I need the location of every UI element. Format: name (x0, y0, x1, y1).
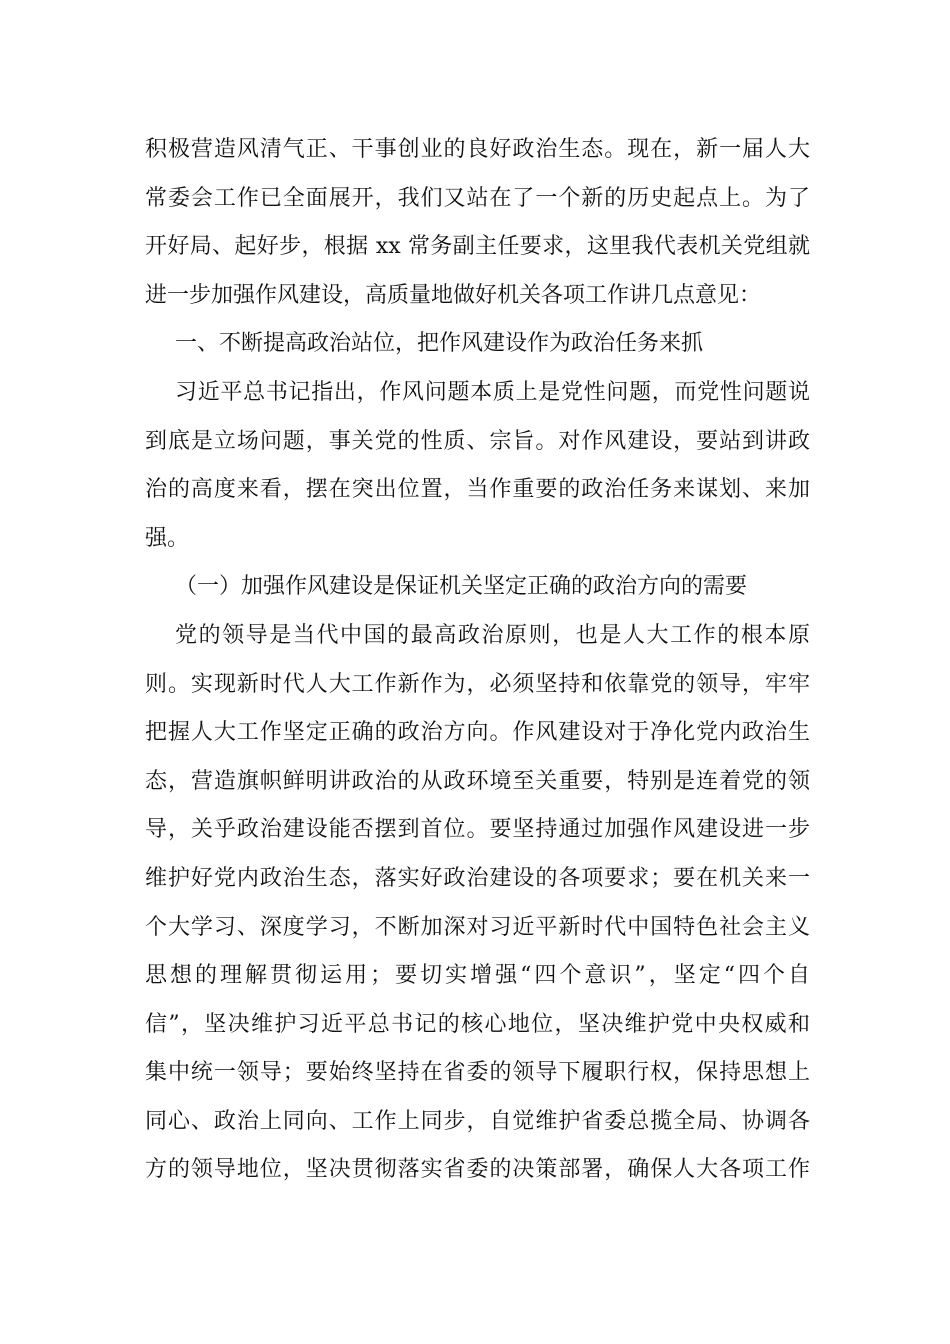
body-line: 集中统一领导；要始终坚持在省委的领导下履职行权，保持思想上 (145, 1060, 810, 1086)
body-line: 个大学习、深度学习，不断加深对习近平新时代中国特色社会主义 (145, 914, 810, 940)
body-line: 思想的理解贯彻运用；要切实增强“四个意识”，坚定“四个自 (145, 963, 810, 989)
body-line: 治的高度来看，摆在突出位置，当作重要的政治任务来谋划、来加 (145, 477, 810, 503)
body-line: 同心、政治上同向、工作上同步，自觉维护省委总揽全局、协调各 (145, 1108, 810, 1134)
body-line: 维护好党内政治生态，落实好政治建设的各项要求；要在机关来一 (145, 865, 810, 891)
body-line: 方的领导地位，坚决贯彻落实省委的决策部署，确保人大各项工作 (145, 1157, 810, 1183)
body-line: 到底是立场问题，事关党的性质、宗旨。对作风建设，要站到讲政 (145, 428, 810, 454)
subsection-heading: （一）加强作风建设是保证机关坚定正确的政治方向的需要 (175, 574, 748, 600)
body-line: 进一步加强作风建设，高质量地做好机关各项工作讲几点意见： (145, 282, 762, 308)
body-line: 习近平总书记指出，作风问题本质上是党性问题，而党性问题说 (175, 379, 810, 405)
body-line: 积极营造风清气正、干事创业的良好政治生态。现在，新一届人大 (145, 137, 810, 162)
body-line: 信”，坚决维护习近平总书记的核心地位，坚决维护党中央权威和 (145, 1011, 810, 1037)
section-heading: 一、不断提高政治站位，把作风建设作为政治任务来抓 (175, 331, 704, 357)
body-line: 开好局、起好步，根据 xx 常务副主任要求，这里我代表机关党组就 (145, 234, 810, 260)
body-line: 则。实现新时代人大工作新作为，必须坚持和依靠党的领导，牢牢 (145, 671, 810, 697)
body-line: 党的领导是当代中国的最高政治原则，也是人大工作的根本原 (175, 622, 810, 648)
body-line: 强。 (145, 525, 190, 551)
body-line: 态，营造旗帜鲜明讲政治的从政环境至关重要，特别是连着党的领 (145, 768, 810, 794)
document-body (145, 126, 810, 1195)
body-line: 常委会工作已全面展开，我们又站在了一个新的历史起点上。为了 (145, 185, 810, 211)
body-line: 把握人大工作坚定正确的政治方向。作风建设对于净化党内政治生 (145, 720, 810, 746)
body-line: 导，关乎政治建设能否摆到首位。要坚持通过加强作风建设进一步 (145, 817, 810, 843)
